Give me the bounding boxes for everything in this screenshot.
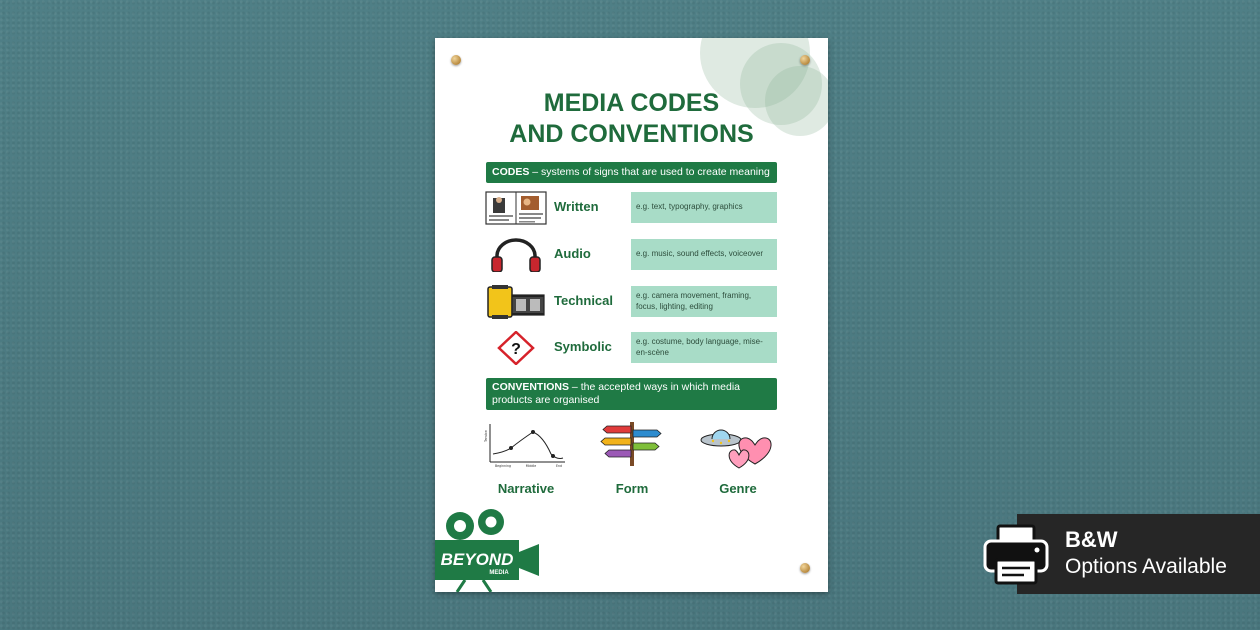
beyond-media-logo bbox=[435, 508, 545, 592]
pin bbox=[451, 55, 461, 65]
convention-label: Genre bbox=[719, 481, 757, 496]
code-example-box: e.g. camera movement, framing, focus, lighting, editing bbox=[631, 286, 777, 317]
signpost-icon bbox=[587, 418, 677, 470]
narrative-axis-label: Middle bbox=[525, 464, 537, 468]
headphones-icon bbox=[485, 238, 547, 272]
code-row-symbolic bbox=[485, 331, 777, 365]
code-row-technical bbox=[485, 285, 777, 319]
poster-title bbox=[435, 88, 828, 150]
convention-narrative bbox=[481, 418, 571, 496]
svg-text:?: ? bbox=[511, 341, 521, 358]
ufo-hearts-icon bbox=[693, 418, 783, 470]
title-line-1: MEDIA CODES bbox=[543, 89, 720, 117]
badge-subtitle: Options Available bbox=[1065, 555, 1227, 578]
conventions-term: CONVENTIONS bbox=[492, 381, 570, 393]
code-row-audio bbox=[485, 238, 777, 272]
logo-subtext: MEDIA bbox=[489, 570, 509, 576]
poster bbox=[435, 38, 828, 592]
convention-label: Narrative bbox=[497, 481, 555, 496]
bw-options-badge bbox=[1017, 514, 1260, 594]
question-sign-icon bbox=[485, 331, 547, 365]
convention-form bbox=[587, 418, 677, 496]
badge-title: B&W bbox=[1065, 527, 1118, 552]
codes-term: CODES bbox=[492, 166, 530, 178]
title-line-2: AND CONVENTIONS bbox=[509, 120, 754, 148]
convention-genre bbox=[693, 418, 783, 496]
narrative-axis-label: Beginning bbox=[494, 464, 512, 468]
film-roll-icon bbox=[485, 285, 547, 319]
code-example-box: e.g. costume, body language, mise-en-scène bbox=[631, 332, 777, 363]
narrative-y-axis-label: Tension bbox=[484, 430, 488, 442]
printer-icon bbox=[981, 524, 1051, 586]
code-label: Symbolic bbox=[554, 339, 612, 354]
code-label: Technical bbox=[554, 293, 614, 308]
codes-band bbox=[486, 162, 777, 183]
newspaper-icon bbox=[485, 191, 547, 225]
codes-description: – systems of signs that are used to create meaning bbox=[529, 166, 770, 178]
code-row-written bbox=[485, 191, 777, 225]
convention-label: Form bbox=[615, 481, 649, 496]
code-example-box: e.g. text, typography, graphics bbox=[631, 192, 777, 223]
code-example-box: e.g. music, sound effects, voiceover bbox=[631, 239, 777, 270]
narrative-graph-icon bbox=[481, 418, 571, 470]
pin bbox=[800, 563, 810, 573]
code-label: Audio bbox=[554, 246, 591, 261]
logo-text: BEYOND bbox=[440, 550, 514, 569]
conventions-description: – the accepted ways in which media products are organised bbox=[492, 381, 741, 406]
narrative-axis-label: End bbox=[555, 464, 563, 468]
conventions-band bbox=[486, 378, 777, 410]
code-label: Written bbox=[554, 199, 599, 214]
pin bbox=[800, 55, 810, 65]
